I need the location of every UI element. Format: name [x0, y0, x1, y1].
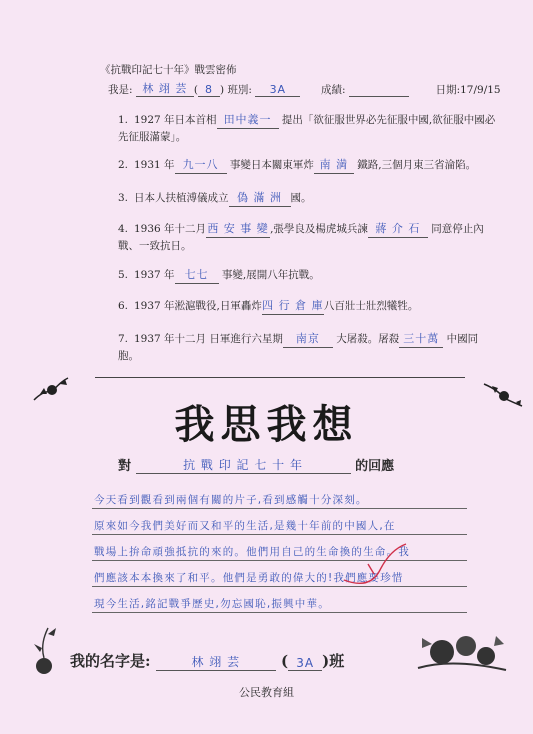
answer-field: 蔣 介 石 — [368, 220, 428, 238]
question-2: 2. 1931 年 九一八 事變日本關東軍炸 南 満 鐵路,三個月東三省淪陷。 — [118, 156, 498, 174]
student-number-field: 8 — [198, 83, 220, 97]
question-1: 1. 1927 年日本首相 田中義一 提出「欲征服世界必先征服中國,欲征服中國必先征服滿蒙」。 — [118, 113, 496, 143]
class-label: 班別: — [227, 84, 252, 96]
section-divider — [95, 377, 465, 378]
question-3: 3. 日本人扶植溥儀成立 偽 滿 洲 國。 — [118, 189, 498, 207]
signature-class-field: 3A — [288, 656, 322, 671]
answer-field: 四 行 倉 庫 — [262, 297, 324, 315]
score-field — [349, 96, 409, 97]
essay-line-text: 現今生活,銘記戰爭歷史,勿忘國恥,振興中華。 — [94, 598, 330, 610]
answer-field: 西 安 事 變 — [206, 220, 270, 238]
answer-field: 九一八 — [175, 156, 227, 174]
question-4: 4. 1936 年十二月西 安 事 變,張學良及楊虎城兵諫 蔣 介 石 同意停止內戰、一致抗日。 — [118, 222, 484, 252]
name-label: 我是: — [108, 84, 133, 96]
question-6: 6. 1937 年淞滬戰役,日軍轟炸四 行 倉 庫八百壯士壯烈犧牲。 — [118, 297, 498, 315]
response-heading: 對 抗 戰 印 記 七 十 年 的回應 — [118, 458, 395, 474]
essay-line-text: 戰場上拚命頑強抵抗的來的。他們用自己的生命換的生命。我 — [94, 546, 410, 558]
question-7: 7. 1937 年十二月 日軍進行六星期 南京 大屠殺。屠殺 三十萬 中國同胞。 — [118, 332, 479, 362]
date-label: 日期:17/9/15 — [435, 84, 501, 96]
answer-field: 田中義一 — [217, 111, 279, 129]
answer-field: 三十萬 — [399, 330, 443, 348]
signature-row: 我的名字是: 林 翊 芸 ( 3A )班 — [70, 652, 345, 670]
question-5: 5. 1937 年 七七 事變,展開八年抗戰。 — [118, 266, 498, 284]
student-info-row: 我是: 林 翊 芸 ( 8 ) 班別: 3A 成績: 日期:17/9/15 — [108, 82, 501, 96]
signature-name-field: 林 翊 芸 — [156, 653, 276, 671]
answer-field: 偽 滿 洲 — [229, 189, 291, 207]
answer-field: 南 満 — [314, 156, 354, 174]
essay-line-text: 今天看到觀看到兩個有關的片子,看到感觸十分深刻。 — [94, 494, 368, 506]
answer-field: 七七 — [175, 266, 219, 284]
answer-field: 南京 — [283, 330, 333, 348]
response-topic-field: 抗 戰 印 記 七 十 年 — [136, 456, 351, 474]
class-field: 3A — [255, 83, 300, 97]
score-label: 成績: — [321, 84, 346, 96]
reflection-title: 我思我想 — [174, 401, 359, 448]
teacher-correction-mark-icon — [340, 540, 410, 600]
essay-line-text: 們應該本本換來了和平。他們是勇敢的偉大的!我們應要珍惜 — [94, 572, 404, 584]
worksheet-title: 《抗戰印記七十年》戰雲密佈 — [100, 64, 237, 76]
flower-ornament-bottom-left-icon — [28, 620, 68, 680]
essay-line-text: 原來如今我們美好而又和平的生活,是幾十年前的中國人,在 — [94, 520, 396, 532]
flower-bouquet-icon — [412, 618, 512, 680]
name-field: 林 翊 芸 — [136, 80, 194, 97]
footer-organization: 公民教育組 — [239, 686, 294, 699]
